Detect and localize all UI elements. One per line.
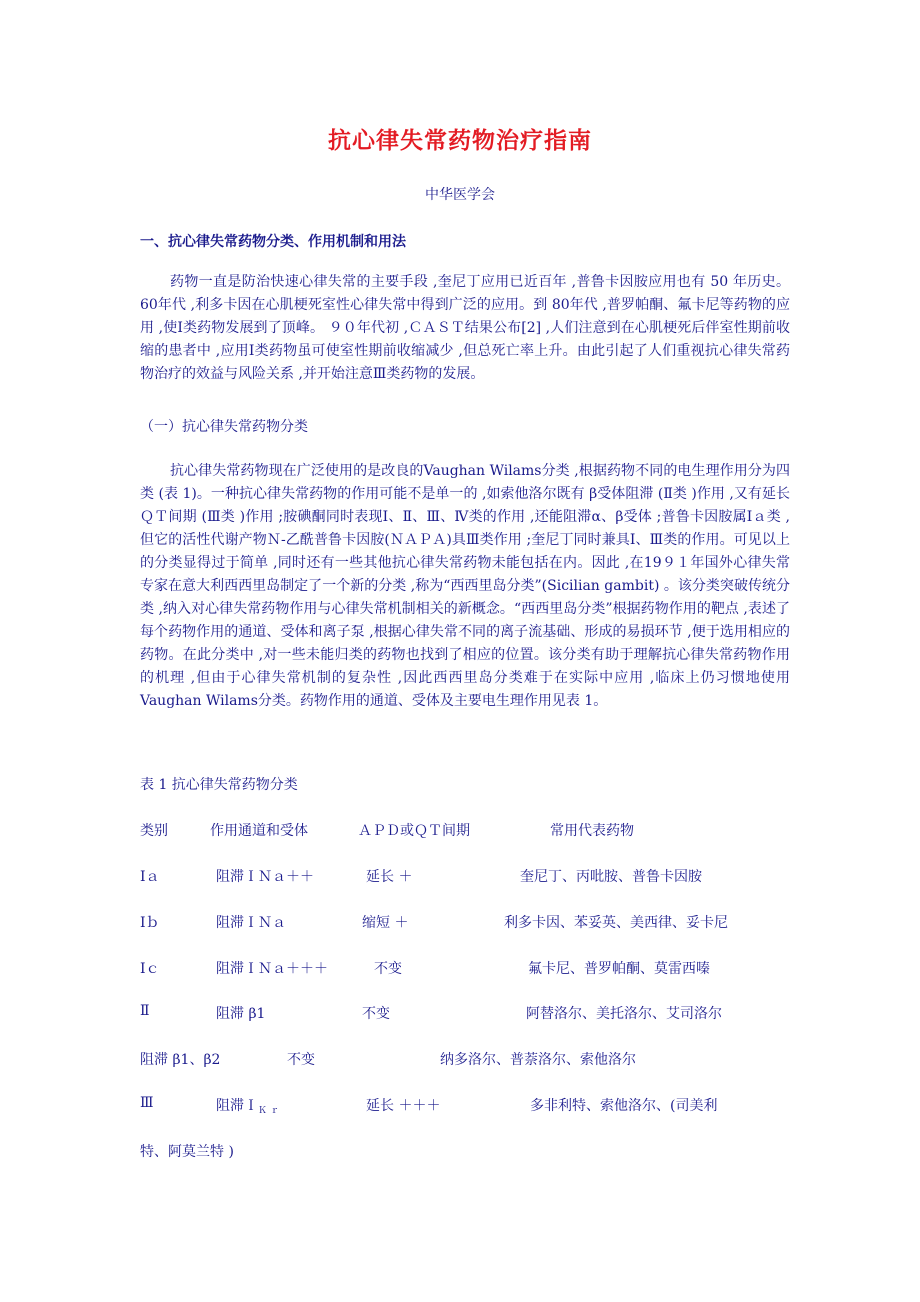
table-row	[0, 912, 920, 934]
table-cell-class: Ⅰｃ	[140, 961, 160, 977]
table-cell-drugs: 氟卡尼、普罗帕酮、莫雷西嗪	[528, 961, 710, 977]
table-cell-channel: 阻滞ＩＮａ＋＋＋	[216, 961, 328, 977]
table-header-cell: 作用通道和受体	[210, 823, 308, 839]
classification-paragraph: 抗心律失常药物现在广泛使用的是改良的Vaughan Wilams分类 ,根据药物不同的电生理作用分为四类 (表 1)。一种抗心律失常药物的作用可能不是单一的 ,如索他洛尔既有 β受体阻滞 (Ⅱ类 )作用 ,又有延长ＱＴ间期 (Ⅲ类 )作用 ;胺碘酮同时表现Ⅰ、Ⅱ、Ⅲ、Ⅳ类的作用 ,还能阻滞α、β受体 ;普鲁卡因胺属Ⅰａ类 ,但它的活性代谢产物Ｎ-乙酰普鲁卡因胺(ＮＡＰＡ)具Ⅲ类作用 ;奎尼丁同时兼具Ⅰ、Ⅲ类的作用。可见以上的分类显得过于简单 ,同时还有一些其他抗心律失常药物未能包括在内。因此 ,在19９１年国外心律失常专家在意大利西西里岛制定了一个新的分类 ,称为“西西里岛分类”(Sicilian gambit) 。该分类突破传统分类 ,纳入对心律失常药物作用与心律失常机制相关的新概念。“西西里岛分类”根据药物作用的靶点 ,表述了每个药物作用的通道、受体和离子泵 ,根据心律失常不同的离子流基础、形成的易损环节 ,便于选用相应的药物。在此分类中 ,对一些未能归类的药物也找到了相应的位置。该分类有助于理解抗心律失常药物作用的机理 ,但由于心律失常机制的复杂性 ,因此西西里岛分类难于在实际中应用 ,临床上仍习惯地使用Vaughan Wilams分类。药物作用的通道、受体及主要电生理作用见表 1。	[140, 463, 790, 709]
table-row	[0, 1095, 920, 1117]
table-row-continuation	[0, 1141, 920, 1163]
channel-subscript: Ｋｒ	[258, 1106, 283, 1116]
table-cell-channel: 阻滞 β1	[216, 1006, 266, 1022]
table-header-cell: ＡＰＤ或ＱＴ间期	[358, 823, 470, 839]
table-cell-apd: 不变	[374, 961, 402, 977]
table-cell-class: Ⅰｂ	[140, 915, 160, 931]
channel-prefix: 阻滞Ｉ	[216, 1098, 258, 1114]
table-cell-apd: 不变	[362, 1006, 390, 1022]
table-row	[0, 866, 920, 888]
table-header-cell: 类别	[140, 823, 168, 839]
table-cell-apd: 延长 ＋	[366, 869, 413, 885]
table-cell-drugs: 利多卡因、苯妥英、美西律、妥卡尼	[504, 915, 728, 931]
table-caption: 表 1 抗心律失常药物分类	[140, 777, 298, 793]
table-row	[0, 1003, 920, 1025]
document-title: 抗心律失常药物治疗指南	[328, 128, 592, 154]
table-cell-channel: 阻滞ＩＮａ	[216, 915, 286, 931]
table-row	[0, 958, 920, 980]
table-cell-drugs: 纳多洛尔、普萘洛尔、索他洛尔	[440, 1052, 636, 1068]
table-cell-class: Ⅲ	[140, 1095, 154, 1111]
table-cell-drugs-continued: 特、阿莫兰特 )	[140, 1144, 234, 1160]
table-cell-drugs: 多非利特、索他洛尔、(司美利	[530, 1098, 718, 1114]
table-row	[0, 1049, 920, 1071]
table-cell-apd: 不变	[287, 1052, 315, 1068]
table-cell-class: Ⅰａ	[140, 869, 160, 885]
subsection-heading: （一）抗心律失常药物分类	[140, 419, 308, 435]
table-cell-class: Ⅱ	[140, 1003, 150, 1019]
table-cell-channel	[216, 1095, 282, 1116]
table-cell-apd: 缩短 ＋	[362, 915, 409, 931]
table-cell-channel: 阻滞ＩＮａ＋＋	[216, 869, 314, 885]
document-author: 中华医学会	[425, 187, 495, 203]
table-cell-drugs: 奎尼丁、丙吡胺、普鲁卡因胺	[520, 869, 702, 885]
intro-paragraph: 药物一直是防治快速心律失常的主要手段 ,奎尼丁应用已近百年 ,普鲁卡因胺应用也有 50 年历史。 60年代 ,利多卡因在心肌梗死室性心律失常中得到广泛的应用。到 80年代 ,普罗帕酮、氟卡尼等药物的应用 ,使Ⅰ类药物发展到了顶峰。 ９０年代初 ,ＣＡＳＴ结果公布[2] ,人们注意到在心肌梗死后伴室性期前收缩的患者中 ,应用Ⅰ类药物虽可使室性期前收缩减少 ,但总死亡率上升。由此引起了人们重视抗心律失常药物治疗的效益与风险关系 ,并开始注意Ⅲ类药物的发展。	[140, 274, 790, 382]
section-heading: 一、抗心律失常药物分类、作用机制和用法	[140, 234, 406, 250]
table-header-row	[0, 820, 920, 842]
table-cell-channel: 阻滞 β1、β2	[140, 1052, 221, 1068]
table-header-cell: 常用代表药物	[550, 823, 634, 839]
table-cell-drugs: 阿替洛尔、美托洛尔、艾司洛尔	[526, 1006, 722, 1022]
table-cell-apd: 延长 ＋＋＋	[366, 1098, 441, 1114]
